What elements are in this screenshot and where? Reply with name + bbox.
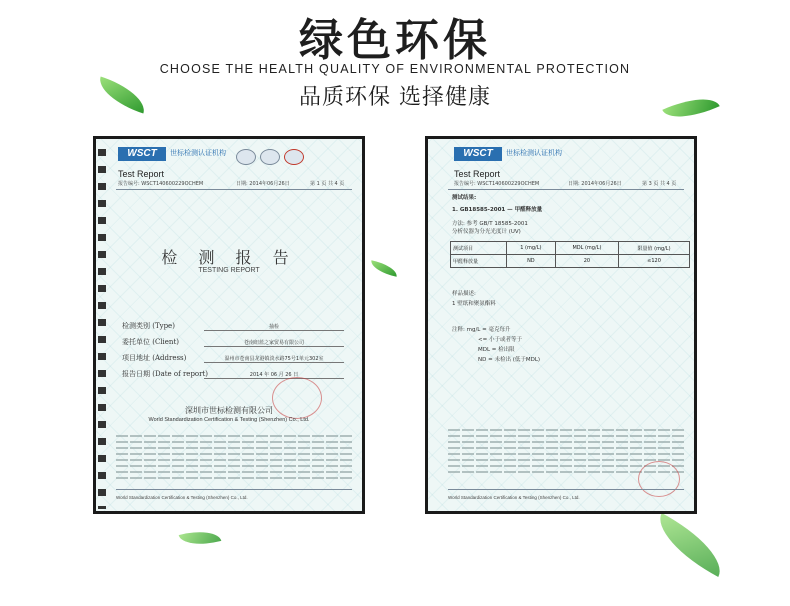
field-value: 温州市苍南县龙港镇淡水路75号1单元302室: [204, 355, 344, 363]
results-table: [450, 241, 690, 268]
certification-marks: [236, 149, 304, 165]
table-header-row: [451, 242, 690, 255]
divider: [448, 189, 684, 190]
table-header: 限量值 (mg/L): [619, 242, 690, 255]
divider: [116, 489, 352, 490]
logo-cn-text: 世标检测认证机构: [170, 149, 226, 157]
field-label: 项目地址 (Address): [122, 354, 187, 362]
fine-print: [116, 471, 352, 473]
field-value: 苍南纽蓝之家贸易有限公司: [204, 339, 344, 347]
footer-text: World Standardization Certification & Testing (Shenzhen) Co., Ltd.: [448, 495, 580, 500]
report-heading: Test Report: [454, 169, 501, 179]
test-report-cover: [93, 136, 365, 514]
table-row: [451, 255, 690, 268]
fine-print: [448, 447, 684, 449]
footer-text: World Standardization Certification & Testing (Shenzhen) Co., Ltd.: [116, 495, 248, 500]
table-header: 测试项目: [451, 242, 507, 255]
field-label: 报告日期 (Date of report): [122, 370, 209, 378]
wsct-logo: WSCT: [454, 147, 502, 161]
field-value: 抽检: [204, 323, 344, 331]
cnas-mark-icon: [236, 149, 256, 165]
report-page: 第 1 页 共 4 页: [310, 181, 345, 187]
report-title-en: TESTING REPORT: [198, 267, 260, 274]
test-report-results: [425, 136, 697, 514]
divider: [448, 489, 684, 490]
table-cell: ND: [506, 255, 555, 268]
subtitle-chinese: 品质环保 选择健康: [299, 85, 491, 110]
section-label: 测试结果:: [452, 195, 477, 201]
method-text: 方法: 参考 GB/T 18585-2001: [452, 221, 528, 227]
official-stamp: [638, 461, 680, 497]
fine-print: [448, 429, 684, 431]
note-line: <= 小于或者等于: [478, 337, 522, 343]
fine-print: [116, 459, 352, 461]
table-cell: ≤120: [619, 255, 690, 268]
method-text: 分析仪器为分光光度计 (UV): [452, 229, 521, 235]
report-heading: Test Report: [118, 169, 165, 179]
sample-description: 1 壁纸和聚氨酯料: [452, 301, 496, 307]
spiral-binding: [98, 149, 106, 509]
table-header: 1 (mg/L): [506, 242, 555, 255]
company-name-cn: 深圳市世标检测有限公司: [185, 406, 273, 415]
table-cell: 20: [555, 255, 618, 268]
report-date: 日期: 2014年06月26日: [236, 181, 290, 187]
fine-print: [448, 441, 684, 443]
fine-print: [448, 459, 684, 461]
divider: [116, 189, 352, 190]
report-page: 第 3 页 共 4 页: [642, 181, 677, 187]
field-value: 2014 年 06 月 26 日: [204, 371, 344, 379]
table-header: MDL (mg/L): [555, 242, 618, 255]
sample-label: 样品描述:: [452, 291, 476, 297]
logo-cn-text: 世标检测认证机构: [506, 149, 562, 157]
field-label: 检测类别 (Type): [122, 322, 175, 330]
report-date: 日期: 2014年06月26日: [568, 181, 622, 187]
leaf-decoration: [179, 525, 222, 550]
report-number: 报告编号: WSCT140600229OCHEM: [118, 181, 204, 187]
test-item: 1. GB18585-2001 — 甲醛释放量: [452, 207, 543, 213]
fine-print: [116, 465, 352, 467]
report-number: 报告编号: WSCT140600229OCHEM: [454, 181, 540, 187]
subtitle-english: CHOOSE THE HEALTH QUALITY OF ENVIRONMENTAL PROTECTION: [159, 62, 631, 76]
report-title-cn: 检 测 报 告: [161, 248, 297, 267]
note-line: 注释: mg/L = 毫克每升: [452, 327, 511, 333]
cma-mark-icon: [284, 149, 304, 165]
note-line: ND = 未检出 (低于MDL): [478, 357, 541, 363]
fine-print: [448, 435, 684, 437]
fine-print: [116, 441, 352, 443]
fine-print: [116, 477, 352, 479]
field-label: 委托单位 (Client): [122, 338, 179, 346]
ilac-mark-icon: [260, 149, 280, 165]
fine-print: [116, 447, 352, 449]
fine-print: [116, 453, 352, 455]
wsct-logo: WSCT: [118, 147, 166, 161]
note-line: MDL = 检出限: [478, 347, 515, 353]
fine-print: [116, 435, 352, 437]
leaf-decoration: [648, 513, 733, 577]
fine-print: [448, 453, 684, 455]
leaf-decoration: [369, 260, 399, 277]
company-name-en: World Standardization Certification & Testing (Shenzhen) Co., Ltd.: [148, 417, 310, 423]
table-cell: 甲醛释放量: [451, 255, 507, 268]
page-title: 绿色环保: [299, 15, 491, 66]
